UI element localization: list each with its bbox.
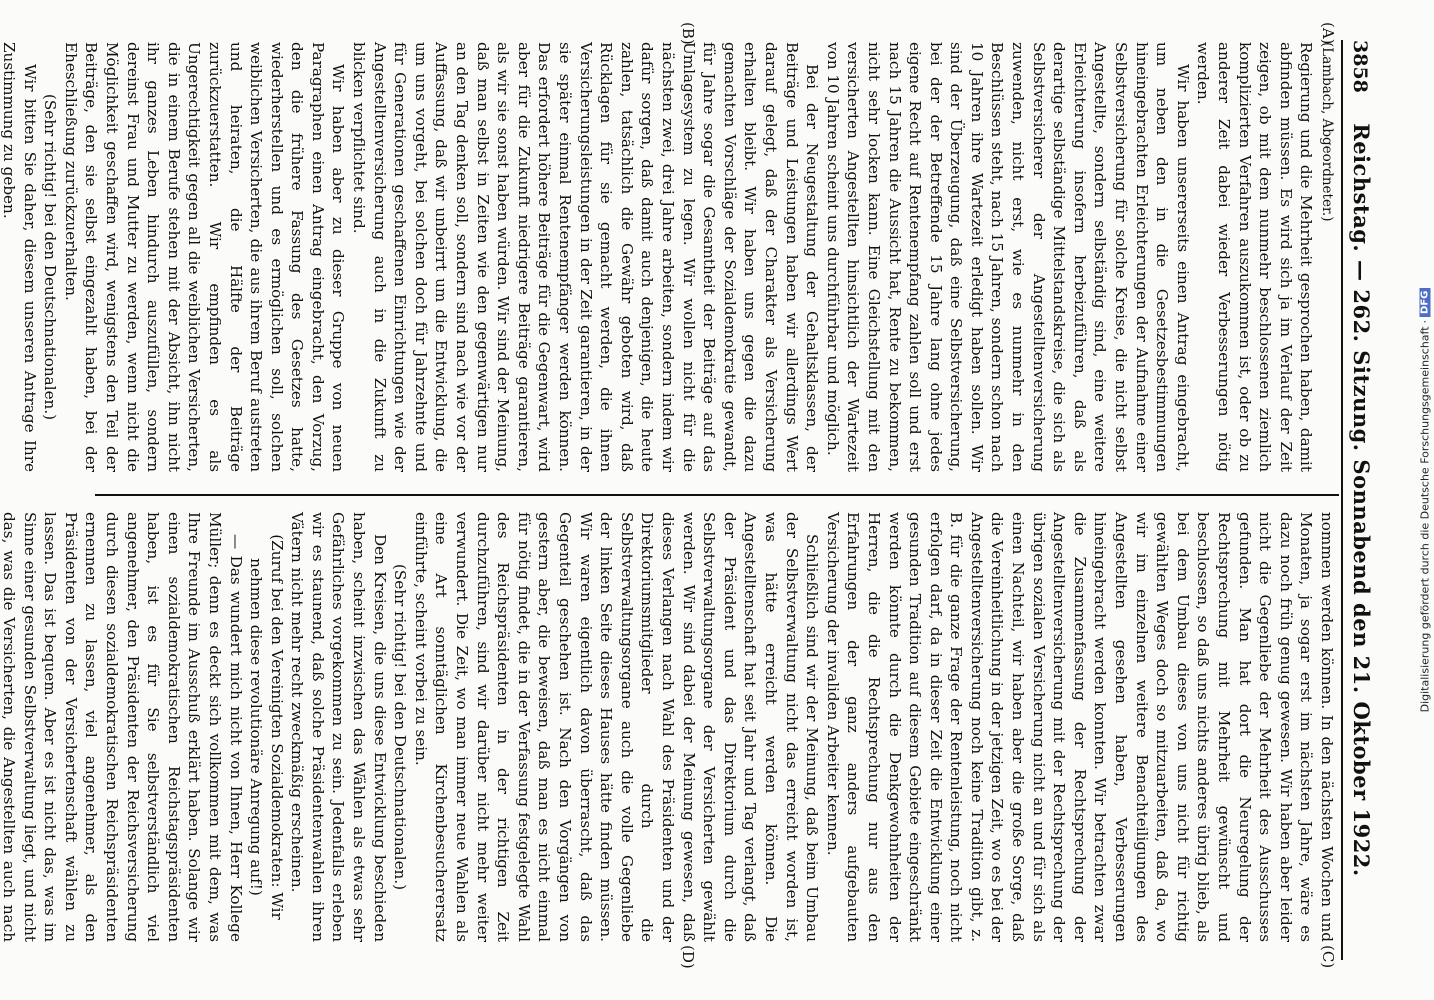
interjection: (Sehr richtig! bei den Deutschnationalen.) <box>41 93 60 421</box>
right-column <box>0 512 1337 942</box>
margin-marker-c: (C) <box>1319 945 1337 969</box>
paragraph: Schließlich sind wir der Meinung, daß beim Umbau der Selbstverwaltung nicht das erreicht worden ist, was hätte erreicht werden können. Die Angestelltenschaft hat seit Jahr und Tag verlangt, daß der Präsident und das Direktorium durch die Selbstverwaltungsorgane der Versicherten gewählt werden. Wir sind dabei der Meinung gewesen, daß dieses Verlangen nach Wahl des Präsidenten und der Direktoriumsmitglieder durch die Selbstverwaltungsorgane auch die volle Gegenliebe der linken Seite dieses Hauses hätte finden müssen. Wir waren eigentlich davon überrascht, daß das Gegenteil geschehen ist. Nach den Vorgängen von gestern aber, die beweisen, daß man es nicht einmal für nötig findet, die in der Verfassung festgelegte Wahl des Reichspräsidenten in der richtigen Zeit durchzuführen, sind wir darüber nicht mehr weiter verwundert. Die Zeit, wo man immer neue Wahlen als eine Art sonntäglichen Kirchenbesucherersatz einführte, scheint vorbei zu sein. <box>411 512 822 942</box>
paragraph: Den Kreisen, die uns diese Entwicklung beschieden haben, scheint inzwischen das Wählen als etwas sehr Gefährliches vorgekommen zu sein. Jedenfalls erleben wir es staunend, daß solche Präsidentenwahlen ihren Vätern nicht mehr recht zweckmäßig erscheinen. <box>288 512 389 942</box>
page-header <box>1341 40 1389 960</box>
paragraph: — Das wundert mich nicht von Ihnen, Herr Kollege Müller; denn es deckt sich vollkommen mit dem, was Ihre Freunde im Ausschuß erklärt haben. Solange wir einen sozialdemokratischen Reichstagspräsidenten haben, ist es für Sie selbstverständlich viel angenehmer, den Präsidenten der Reichsversicherung durch diesen sozialdemokratischen Reichspräsidenten ernennen zu lassen, viel angenehmer, als den Präsidenten von der Versichertenschaft wählen zu lassen. Das ist bequem. Aber es ist nicht das, was im Sinne einer gesunden Selbstverwaltung liegt, und nicht das, was die Versicherten, die Angestellten auch nach <box>0 512 245 942</box>
column-divider <box>95 494 1339 496</box>
interjection: (Zuruf bei den Vereinigten Sozialdemokraten: Wir nehmen diese revolutionäre Anregung auf!) <box>247 534 286 920</box>
paragraph: Wir haben unsererseits einen Antrag eingebracht, um neben den in die Gesetzesbestimmungen hineingebrachten Erleichterungen der Aufnahme einer Selbstversicherung für solche Kreise, die nicht selbst Angestellte, sondern selbständig sind, eine weitere Erleichterung insofern herbeizuführen, daß als derartige selbständige Mittelstandskreise, die sich als Selbstversicherer der Angestelltenversicherung zuwenden, nicht erst, wie es nunmehr in den Beschlüssen steht, nach 15 Jahren, sondern schon nach 10 Jahren ihre Wartezeit erledigt haben sollen. Wir sind der Überzeugung, daß eine Selbstversicherung, bei der der Betreffende 15 Jahre lang ohne jedes eigene Recht auf Rentenempfang zahlen soll und erst nach 15 Jahren die Aussicht hat, Rente zu bekommen, nicht sehr locken kann. Eine Gleichstellung mit den versicherten Angestellten hinsichtlich der Wartezeit von 10 Jahren scheint uns durchführbar und möglich. <box>823 42 1192 472</box>
margin-marker-a: (A) <box>1319 22 1337 45</box>
dfg-logo: DFG <box>1420 288 1431 317</box>
speaker-line: (Lambach, Abgeordneter.) <box>1319 42 1335 222</box>
page-title: Reichstag. — 262. Sitzung. Sonnabend den 21. Oktober 1922. <box>1349 123 1374 877</box>
credit-text: Digitalisierung gefördert durch die Deutsche Forschungsgemeinschaft <box>1418 326 1432 713</box>
margin-marker-d: (D) <box>679 945 697 969</box>
paragraph: Wir bitten Sie daher, diesem unseren Antrage Ihre Zustimmung zu geben. <box>0 42 39 472</box>
page-number: 3858 <box>1349 40 1371 93</box>
paragraph: nommen werden können. In den nächsten Wochen und Monaten, ja sogar erst im nächsten Jahre, wäre es dazu noch früh genug gewesen. Wir haben aber leider nicht die Gegenliebe der Mehrheit des Ausschusses gefunden. Man hat dort die Neuregelung der Rechtsprechung mit Mehrheit gewünscht und beschlossen, so daß uns nichts anderes übrig blieb, als bei dem Umbau dieses von uns nicht für richtig gewählten Weges doch so mitzuarbeiten, daß da, wo wir im einzelnen weitere Benachteiligungen des Angestellten gesehen haben, Verbesserungen hineingebracht werden konnten. Wir betrachten zwar die Zusammenfassung der Rechtsprechung der Angestelltenversicherung mit der Rechtsprechung der übrigen sozialen Versicherung nicht an und für sich als einen Nachteil, wir haben aber die große Sorge, daß die Vereinheitlichung in der jetzigen Zeit, wo es bei der Angestelltenversicherung noch keine Tradition gibt, z. B. für die ganze Frage der Rentenleistung, noch nicht erfolgen darf, da in dieser Zeit die Entwicklung einer gesunden Tradition auf diesem Gebiete eingeschränkt werden könnte durch die Denkgewohnheiten der Herren, die die Rechtsprechung nur aus den Erfahrungen der ganz anders aufgebauten Versicherung der invaliden Arbeiter kennen. <box>823 512 1336 942</box>
paragraph: Wir haben aber zu dieser Gruppe von neuen Paragraphen einen Antrag eingebracht, den Vorzug, den die frühere Fassung des Gesetzes hatte, wiederherstellen und es ermöglichen soll, solchen weiblichen Versicherten, die aus ihrem Beruf austreten und heiraten, die Hälfte der Beiträge zurückzuerstatten. Wir empfinden es als Ungerechtigkeit gegen all die weiblichen Versicherten, die in einem Berufe stehen mit der Absicht, ihn nicht ihr ganzes Leben hindurch auszufüllen, sondern dereinst Frau und Mutter zu werden, wenn nicht die Möglichkeit geschaffen wird, wenigstens den Teil der Beiträge, den sie selbst eingezahlt haben, bei der Eheschließung zurückzuerhalten. <box>61 42 348 472</box>
margin-marker-b: (B) <box>679 22 697 45</box>
paragraph: Bei der Neugestaltung der Gehaltsklassen, der Beiträge und Leistungen haben wir allerdings Wert darauf gelegt, daß der Charakter als Versicherung erhalten bleibt. Wir haben uns gegen die dazu gemachten Vorschläge der Sozialdemokratie gewandt, für Jahre sogar die Gesamtheit der Beiträge auf das Umlagesystem zu legen. Wir wollen nicht für die nächsten zwei, drei Jahre arbeiten, sondern indem wir dafür sorgen, daß damit auch denjenigen, die heute zahlen, tatsächlich die Gewähr geboten wird, daß Rücklagen für sie gemacht werden, die ihnen Versicherungsleistungen in der Zeit garantieren, in der sie später einmal Rentenempfänger werden können. Das erfordert höhere Beiträge für die Gegenwart, wird aber für die Zukunft niedrigere Beiträge garantieren, als wir sie sonst haben würden. Wir sind der Meinung, daß man selbst in Zeiten wie den gegenwärtigen nur an den Tag denken soll, sondern sind nach wie vor der Auffassung, daß wir unbeirrt um die Entwicklung, die um uns vorgeht, bei solchen doch für Jahrzehnte und für Generationen geschaffenen Einrichtungen wie der Angestelltenversicherung auch in die Zukunft zu blicken verpflichtet sind. <box>350 42 822 472</box>
interjection: (Sehr richtig! bei den Deutschnationalen.) <box>391 563 410 891</box>
paragraph: Regierung und die Mehrheit gesprochen haben, damit abfinden müssen. Es wird sich ja im Verlauf der Zeit zeigen, ob mit dem nunmehr beschlossenen ziemlich komplizierten Verfahren auszukommen ist, oder ob zu anderer Zeit dabei wieder Verbesserungen nötig werden. <box>1194 42 1316 472</box>
left-column <box>0 42 1337 472</box>
document-page <box>0 20 1397 980</box>
digitization-credit: Digitalisierung gefördert durch die Deutsche Forschungsgemeinschaft · DFG <box>1416 8 1434 992</box>
